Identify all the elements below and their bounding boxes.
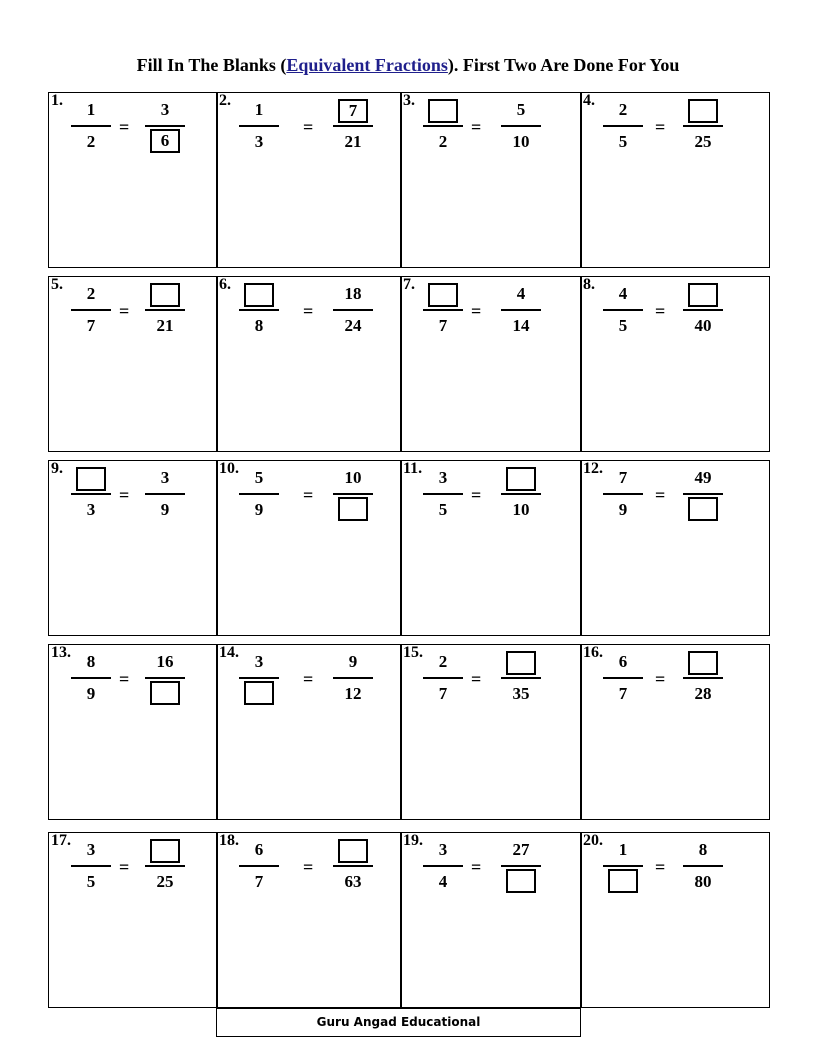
page-title: [0, 55, 816, 76]
title-suffix: ). First Two Are Done For You: [447, 55, 680, 75]
right-fraction: [333, 281, 373, 339]
denominator: 3: [254, 132, 264, 151]
numerator: 3: [438, 840, 448, 859]
problem-number: 7.: [403, 276, 415, 293]
problem-cell-2: [216, 92, 402, 268]
fraction-bar: [501, 493, 541, 495]
problem-number: 14.: [219, 644, 239, 661]
left-fraction: [603, 649, 643, 707]
fraction-bar: [683, 309, 723, 311]
right-fraction: [683, 465, 723, 523]
title-prefix: Fill In The Blanks (: [136, 55, 287, 75]
answer-blank-box[interactable]: [150, 681, 180, 705]
answer-blank-box[interactable]: [338, 839, 368, 863]
equals-sign: =: [303, 117, 314, 137]
denominator: 25: [156, 872, 174, 891]
denominator: 9: [254, 500, 264, 519]
answer-blank-box[interactable]: [506, 651, 536, 675]
numerator: 4: [618, 284, 628, 303]
numerator: 5: [516, 100, 526, 119]
left-fraction: [423, 649, 463, 707]
denominator: 7: [86, 316, 96, 335]
answer-blank-box[interactable]: [338, 497, 368, 521]
denominator: 5: [618, 316, 628, 335]
left-fraction: [239, 281, 279, 339]
fraction-bar: [239, 493, 279, 495]
answer-blank-box[interactable]: [76, 467, 106, 491]
fraction-bar: [71, 493, 111, 495]
problem-cell-19: [400, 832, 582, 1008]
numerator: 8: [86, 652, 96, 671]
problem-number: 17.: [51, 832, 71, 849]
left-fraction: [603, 465, 643, 523]
answer-blank-box[interactable]: [608, 869, 638, 893]
denominator: 80: [694, 872, 712, 891]
denominator: 7: [438, 316, 448, 335]
problem-cell-13: [48, 644, 218, 820]
problem-number: 19.: [403, 832, 423, 849]
equals-sign: =: [119, 117, 130, 137]
fraction-bar: [603, 125, 643, 127]
numerator: 1: [618, 840, 628, 859]
fraction-bar: [683, 865, 723, 867]
numerator: 3: [160, 100, 170, 119]
right-fraction: [501, 465, 541, 523]
problem-number: 4.: [583, 92, 595, 109]
problem-cell-20: [580, 832, 770, 1008]
equals-sign: =: [655, 857, 666, 877]
right-fraction: [333, 465, 373, 523]
problem-number: 5.: [51, 276, 63, 293]
left-fraction: [239, 465, 279, 523]
denominator: 9: [86, 684, 96, 703]
right-fraction: [501, 837, 541, 895]
answer-blank-box[interactable]: [688, 497, 718, 521]
right-fraction: [683, 837, 723, 895]
denominator: 7: [618, 684, 628, 703]
denominator: 9: [618, 500, 628, 519]
denominator: 8: [254, 316, 264, 335]
fraction-bar: [239, 125, 279, 127]
fraction-bar: [239, 309, 279, 311]
denominator: 5: [86, 872, 96, 891]
answer-box-filled: 7: [338, 99, 368, 123]
left-fraction: [603, 97, 643, 155]
numerator: 3: [438, 468, 448, 487]
denominator: 24: [344, 316, 362, 335]
fraction-bar: [71, 309, 111, 311]
equivalent-fractions-link[interactable]: Equivalent Fractions: [286, 55, 448, 75]
numerator: 16: [156, 652, 174, 671]
left-fraction: [71, 649, 111, 707]
denominator: 10: [512, 500, 530, 519]
right-fraction: [145, 649, 185, 707]
left-fraction: [239, 649, 279, 707]
numerator: 2: [618, 100, 628, 119]
fraction-bar: [603, 865, 643, 867]
problem-cell-4: [580, 92, 770, 268]
fraction-bar: [71, 865, 111, 867]
answer-box-filled: 6: [150, 129, 180, 153]
answer-blank-box[interactable]: [688, 651, 718, 675]
left-fraction: [71, 281, 111, 339]
left-fraction: [603, 281, 643, 339]
equals-sign: =: [119, 669, 130, 689]
numerator: 5: [254, 468, 264, 487]
equals-sign: =: [471, 485, 482, 505]
fraction-bar: [501, 677, 541, 679]
right-fraction: [145, 97, 185, 155]
left-fraction: [71, 97, 111, 155]
denominator: 21: [156, 316, 174, 335]
fraction-bar: [423, 125, 463, 127]
equals-sign: =: [303, 485, 314, 505]
numerator: 1: [254, 100, 264, 119]
problem-cell-9: [48, 460, 218, 636]
equals-sign: =: [471, 857, 482, 877]
problem-cell-3: [400, 92, 582, 268]
fraction-bar: [423, 865, 463, 867]
denominator: 40: [694, 316, 712, 335]
denominator: 21: [344, 132, 362, 151]
right-fraction: [501, 649, 541, 707]
problem-cell-18: [216, 832, 402, 1008]
numerator: 6: [254, 840, 264, 859]
fraction-bar: [145, 677, 185, 679]
problem-cell-7: [400, 276, 582, 452]
right-fraction: [683, 649, 723, 707]
fraction-bar: [603, 493, 643, 495]
equals-sign: =: [303, 301, 314, 321]
problem-cell-10: [216, 460, 402, 636]
right-fraction: [683, 281, 723, 339]
answer-blank-box[interactable]: [506, 869, 536, 893]
equals-sign: =: [119, 857, 130, 877]
right-fraction: [683, 97, 723, 155]
denominator: 7: [438, 684, 448, 703]
numerator: 49: [694, 468, 712, 487]
right-fraction: [145, 465, 185, 523]
equals-sign: =: [655, 669, 666, 689]
denominator: 14: [512, 316, 530, 335]
fraction-bar: [71, 125, 111, 127]
denominator: 25: [694, 132, 712, 151]
denominator: 3: [86, 500, 96, 519]
left-fraction: [239, 97, 279, 155]
problem-cell-8: [580, 276, 770, 452]
fraction-bar: [683, 677, 723, 679]
problem-number: 18.: [219, 832, 239, 849]
fraction-bar: [333, 865, 373, 867]
problem-number: 9.: [51, 460, 63, 477]
problem-number: 20.: [583, 832, 603, 849]
denominator: 4: [438, 872, 448, 891]
fraction-bar: [603, 309, 643, 311]
answer-blank-box[interactable]: [428, 99, 458, 123]
numerator: 3: [86, 840, 96, 859]
denominator: 12: [344, 684, 362, 703]
answer-blank-box[interactable]: [244, 681, 274, 705]
fraction-bar: [501, 125, 541, 127]
numerator: 4: [516, 284, 526, 303]
denominator: 63: [344, 872, 362, 891]
answer-blank-box[interactable]: [688, 99, 718, 123]
fraction-bar: [683, 125, 723, 127]
fraction-bar: [145, 125, 185, 127]
right-fraction: [333, 837, 373, 895]
fraction-bar: [239, 677, 279, 679]
fraction-bar: [145, 493, 185, 495]
denominator: 9: [160, 500, 170, 519]
right-fraction: [333, 97, 373, 155]
equals-sign: =: [303, 669, 314, 689]
numerator: 3: [160, 468, 170, 487]
numerator: 8: [698, 840, 708, 859]
denominator: 7: [254, 872, 264, 891]
answer-blank-box[interactable]: [150, 283, 180, 307]
answer-blank-box[interactable]: [150, 839, 180, 863]
denominator: 5: [618, 132, 628, 151]
numerator: 2: [438, 652, 448, 671]
equals-sign: =: [119, 485, 130, 505]
left-fraction: [423, 281, 463, 339]
problem-cell-14: [216, 644, 402, 820]
equals-sign: =: [655, 485, 666, 505]
left-fraction: [71, 465, 111, 523]
problem-number: 16.: [583, 644, 603, 661]
problem-cell-16: [580, 644, 770, 820]
equals-sign: =: [471, 117, 482, 137]
left-fraction: [71, 837, 111, 895]
left-fraction: [239, 837, 279, 895]
fraction-bar: [239, 865, 279, 867]
fraction-bar: [603, 677, 643, 679]
problem-number: 12.: [583, 460, 603, 477]
right-fraction: [145, 837, 185, 895]
problem-number: 8.: [583, 276, 595, 293]
left-fraction: [423, 97, 463, 155]
fraction-bar: [501, 309, 541, 311]
numerator: 7: [618, 468, 628, 487]
equals-sign: =: [471, 301, 482, 321]
numerator: 9: [348, 652, 358, 671]
fraction-bar: [423, 677, 463, 679]
answer-blank-box[interactable]: [428, 283, 458, 307]
problem-number: 15.: [403, 644, 423, 661]
denominator: 2: [438, 132, 448, 151]
equals-sign: =: [471, 669, 482, 689]
problem-number: 13.: [51, 644, 71, 661]
problem-cell-11: [400, 460, 582, 636]
problem-number: 2.: [219, 92, 231, 109]
denominator: 35: [512, 684, 530, 703]
denominator: 5: [438, 500, 448, 519]
numerator: 3: [254, 652, 264, 671]
problem-cell-5: [48, 276, 218, 452]
fraction-bar: [71, 677, 111, 679]
problem-cell-12: [580, 460, 770, 636]
problem-number: 1.: [51, 92, 63, 109]
fraction-bar: [333, 309, 373, 311]
numerator: 27: [512, 840, 530, 859]
problem-cell-17: [48, 832, 218, 1008]
numerator: 2: [86, 284, 96, 303]
problem-number: 3.: [403, 92, 415, 109]
numerator: 6: [618, 652, 628, 671]
fraction-bar: [333, 493, 373, 495]
left-fraction: [423, 837, 463, 895]
problem-number: 6.: [219, 276, 231, 293]
footer-credit: Guru Angad Educational: [216, 1008, 581, 1037]
fraction-bar: [145, 309, 185, 311]
numerator: 10: [344, 468, 362, 487]
problem-number: 10.: [219, 460, 239, 477]
numerator: 1: [86, 100, 96, 119]
problem-cell-15: [400, 644, 582, 820]
problem-number: 11.: [403, 460, 423, 477]
left-fraction: [423, 465, 463, 523]
right-fraction: [333, 649, 373, 707]
right-fraction: [501, 97, 541, 155]
fraction-bar: [501, 865, 541, 867]
answer-blank-box[interactable]: [688, 283, 718, 307]
equals-sign: =: [655, 301, 666, 321]
fraction-bar: [423, 493, 463, 495]
denominator: 10: [512, 132, 530, 151]
denominator: 2: [86, 132, 96, 151]
equals-sign: =: [655, 117, 666, 137]
answer-blank-box[interactable]: [244, 283, 274, 307]
equals-sign: =: [119, 301, 130, 321]
fraction-bar: [333, 677, 373, 679]
fraction-bar: [423, 309, 463, 311]
denominator: 28: [694, 684, 712, 703]
right-fraction: [501, 281, 541, 339]
fraction-bar: [683, 493, 723, 495]
problem-cell-1: [48, 92, 218, 268]
numerator: 18: [344, 284, 362, 303]
fraction-bar: [333, 125, 373, 127]
answer-blank-box[interactable]: [506, 467, 536, 491]
equals-sign: =: [303, 857, 314, 877]
right-fraction: [145, 281, 185, 339]
problem-cell-6: [216, 276, 402, 452]
fraction-bar: [145, 865, 185, 867]
left-fraction: [603, 837, 643, 895]
